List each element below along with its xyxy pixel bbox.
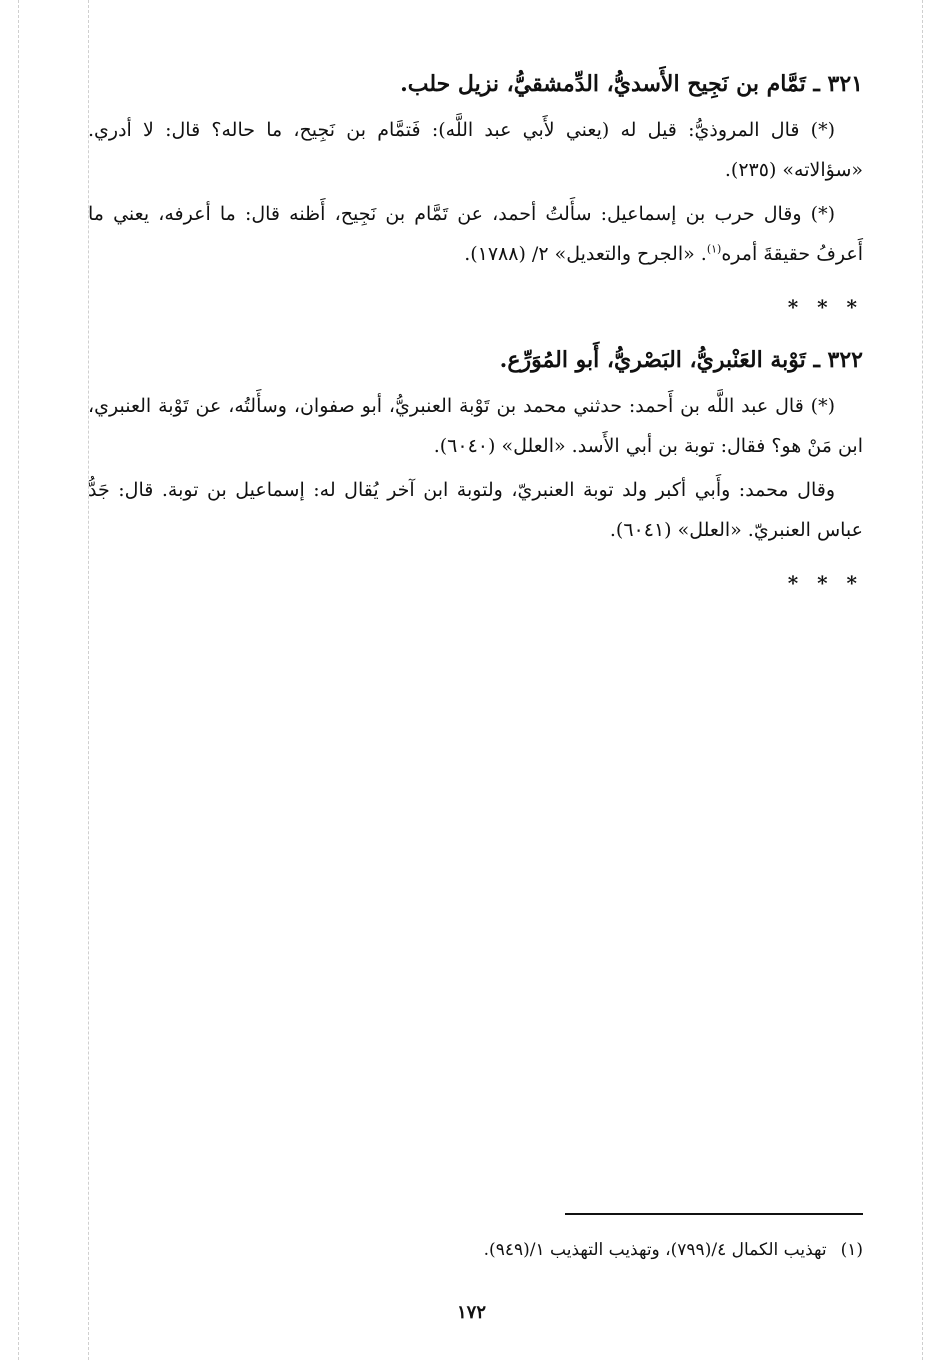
entry-paragraph	[88, 194, 863, 274]
paragraph-text: . «الجرح والتعديل» ٢/ (١٧٨٨).	[464, 243, 707, 265]
footnote-reference[interactable]: (١)	[706, 242, 722, 256]
entry-paragraph: (*) قال عبد اللَّه بن أَحمد: حدثني محمد بن تَوْبة العنبريُّ، أبو صفوان، وسأَلتُه، عن تَوْبة العنبري، ابن مَنْ هو؟ فقال: توبة بن أبي الأَسد. «العلل» (٦٠٤٠).	[88, 395, 863, 457]
footnote	[88, 1232, 863, 1268]
main-text	[88, 62, 863, 614]
scan-guide-line	[922, 0, 923, 1360]
entry-paragraph: (*) قال المروذيُّ: قيل له (يعني لأَبي عبد اللَّه): فَتمَّام بن نَجِيح، ما حاله؟ قال: لا أدري. «سؤالاته» (٢٣٥).	[88, 119, 863, 181]
page-number: ١٧٢	[456, 1302, 486, 1323]
footnote-text: تهذيب الكمال ٤/(٧٩٩)، وتهذيب التهذيب ١/(٩٤٩).	[483, 1240, 827, 1260]
entry-heading: ٣٢٢ ـ تَوْبة العَنْبريُّ، البَصْريُّ، أَبو المُوَرِّع.	[499, 347, 863, 373]
entry-322	[88, 338, 863, 550]
entry-heading: ٣٢١ ـ تَمَّام بن نَجِيح الأَسديُّ، الدِّمشقيُّ، نزيل حلب.	[400, 71, 863, 97]
entry-paragraph: وقال محمد: وأَبي أكبر ولد توبة العنبريّ، ولتوبة ابن آخر يُقال له: إسماعيل بن توبة. قال: جَدُّ عباس العنبريّ. «العلل» (٦٠٤١).	[88, 479, 863, 541]
paragraph-text: (*) وقال حرب بن إسماعيل: سأَلتُ أحمد، عن تَمَّام بن نَجِيح، أَظنه قال: ما أعرفه، يعني ما أَعرفُ حقيقةَ أمره	[88, 203, 863, 265]
footnote-number: (١)	[840, 1240, 863, 1260]
entry-321	[88, 62, 863, 274]
footnote-divider	[565, 1213, 863, 1215]
section-separator: * * *	[787, 295, 863, 319]
scan-guide-line	[18, 0, 19, 1360]
section-separator: * * *	[787, 571, 863, 595]
